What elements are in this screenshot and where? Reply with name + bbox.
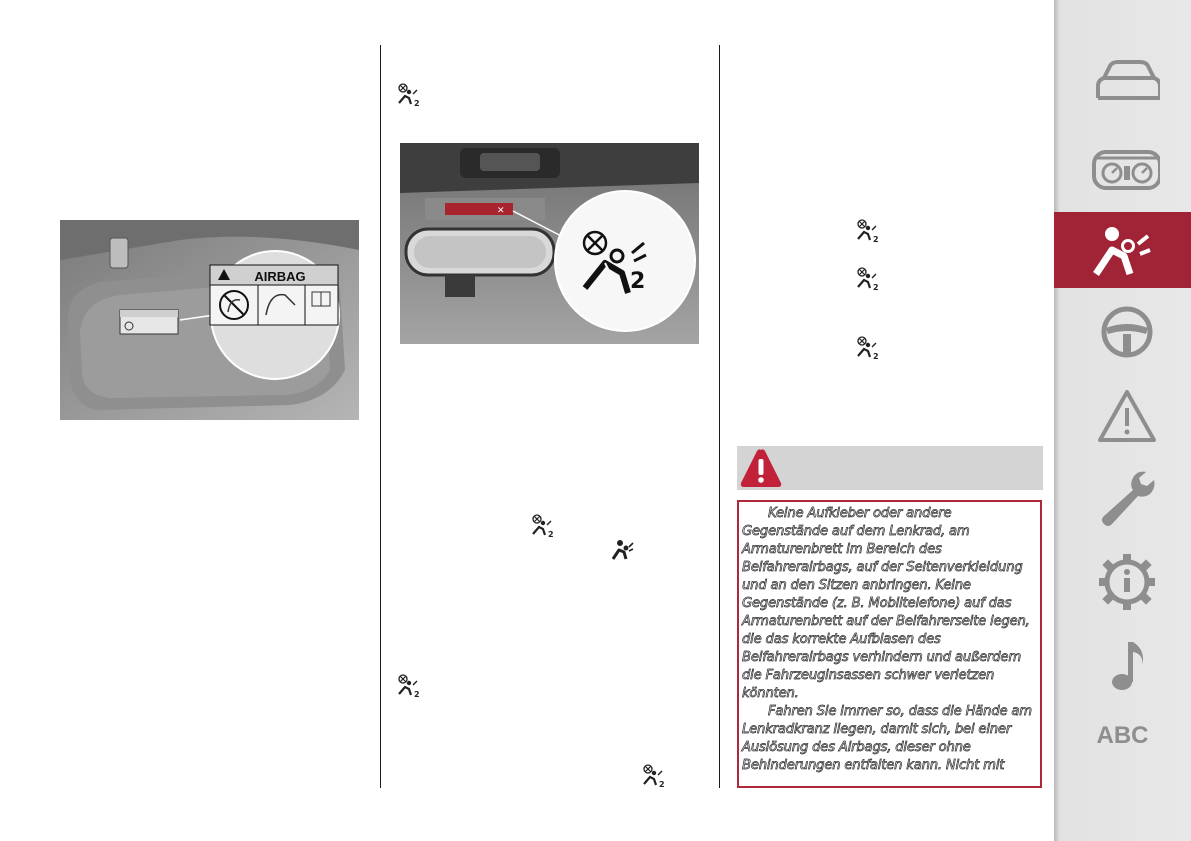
warning-exclamation-icon bbox=[739, 447, 783, 489]
sidebar-item-index[interactable]: ABC bbox=[1096, 722, 1149, 749]
svg-text:2: 2 bbox=[414, 99, 420, 107]
airbag-off-indicator-numeral: 2 bbox=[630, 269, 646, 294]
passenger-airbag-off-icon bbox=[855, 219, 879, 243]
svg-text:2: 2 bbox=[873, 283, 879, 291]
sidebar-item-service[interactable] bbox=[1054, 460, 1191, 536]
svg-text:2: 2 bbox=[414, 690, 420, 698]
warning-paragraph: Keine Aufkleber oder andere Gegenstände auf dem Lenkrad, am Armaturenbrett im Bereich des Beifahrerairbags, auf der Seitenverkleidung und an den Sitzen anbringen. Keine Gegenstände (z. B. Mobiltelefone) auf das Armaturenbrett auf der Beifahrerseite legen, die das korrekte Aufblasen des Beifahrerairbags verhindern und außerdem die Fahrzeuginsassen schwer verletzen könnten. bbox=[742, 506, 1030, 701]
wrench-icon bbox=[1084, 468, 1160, 528]
sidebar-item-warnings[interactable] bbox=[1054, 378, 1191, 454]
svg-text:✕: ✕ bbox=[497, 206, 505, 216]
passenger-airbag-off-icon bbox=[396, 674, 420, 698]
sidebar-item-driving[interactable] bbox=[1054, 294, 1191, 370]
dashboard-gauges-icon bbox=[1084, 136, 1160, 196]
svg-text:2: 2 bbox=[873, 352, 879, 360]
sidebar-item-multimedia[interactable] bbox=[1054, 628, 1191, 704]
passenger-airbag-off-icon bbox=[396, 83, 420, 107]
settings-info-icon bbox=[1084, 552, 1160, 612]
warning-header-bar bbox=[737, 446, 1043, 490]
sidebar-item-vehicle[interactable] bbox=[1054, 48, 1191, 124]
mirror-airbag-off-indicator-photo bbox=[400, 143, 699, 344]
passenger-airbag-off-icon bbox=[855, 267, 879, 291]
column-divider-left bbox=[380, 45, 381, 788]
warning-paragraph: Fahren Sie immer so, dass die Hände am Lenkradkranz liegen, damit sich, bei einer Auslösung des Airbags, dieser ohne Behinderungen entfalten kann. Nicht mit bbox=[742, 704, 1032, 773]
airbag-warning-icon bbox=[610, 538, 634, 562]
passenger-airbag-off-icon bbox=[855, 336, 879, 360]
music-note-icon bbox=[1084, 636, 1160, 696]
sidebar-item-instruments[interactable] bbox=[1054, 128, 1191, 204]
passenger-airbag-off-icon bbox=[641, 764, 665, 788]
sidebar-item-safety[interactable] bbox=[1054, 212, 1191, 288]
sun-visor-airbag-label-photo bbox=[60, 220, 359, 420]
warning-text bbox=[742, 505, 1038, 775]
passenger-airbag-off-icon bbox=[530, 514, 554, 538]
svg-text:2: 2 bbox=[873, 235, 879, 243]
svg-text:2: 2 bbox=[659, 780, 665, 788]
svg-text:2: 2 bbox=[548, 530, 554, 538]
steering-wheel-icon bbox=[1084, 302, 1160, 362]
airbag-label-title: AIRBAG bbox=[254, 269, 306, 284]
warning-triangle-icon bbox=[1084, 386, 1160, 446]
column-divider-right bbox=[719, 45, 720, 788]
airbag-safety-icon bbox=[1084, 220, 1160, 280]
sidebar-item-technical-data[interactable] bbox=[1054, 544, 1191, 620]
car-icon bbox=[1084, 56, 1160, 116]
